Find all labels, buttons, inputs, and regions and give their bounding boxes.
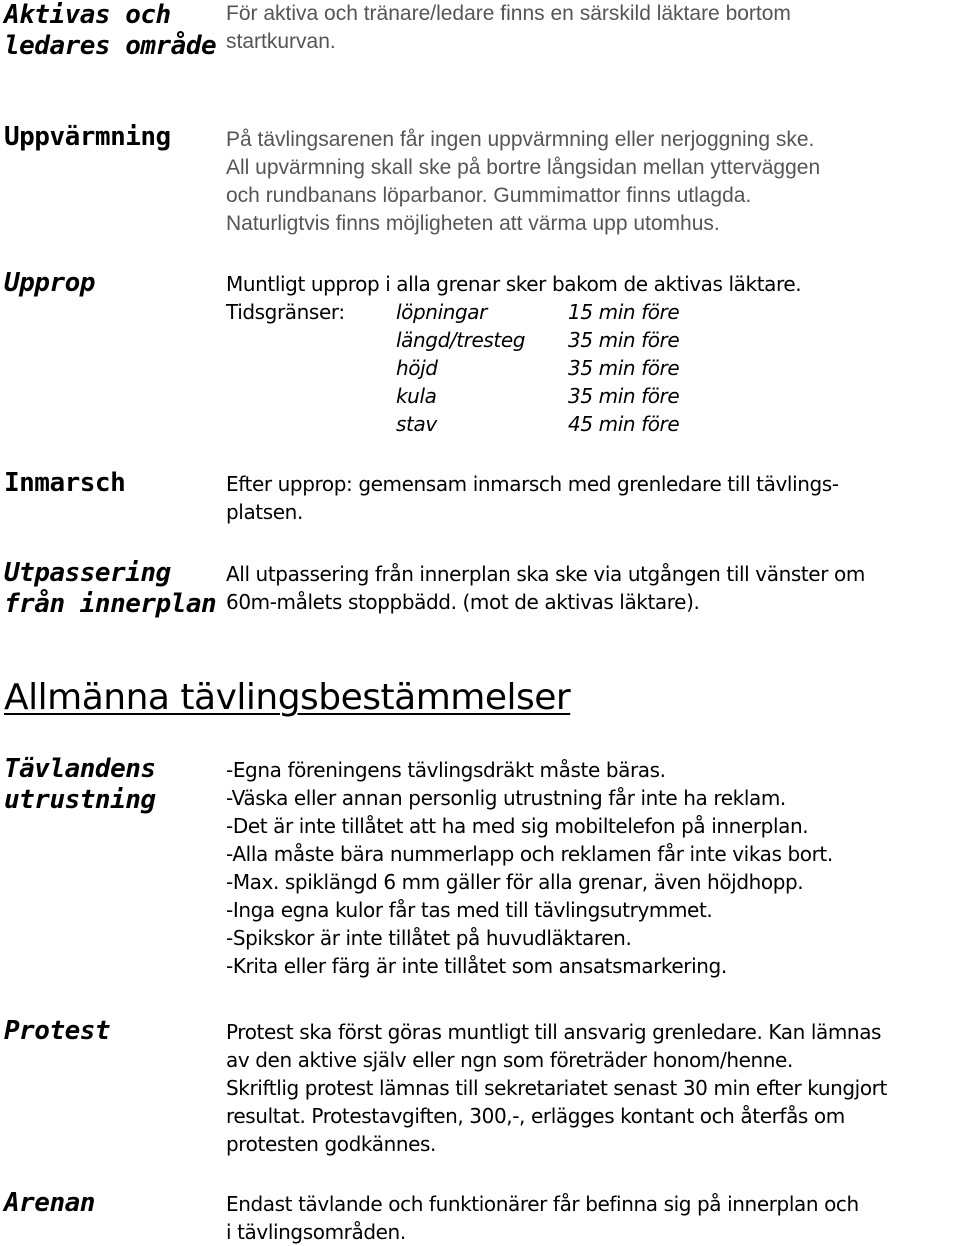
section-label: Tävlandens utrustning (4, 754, 156, 815)
section-label: Uppvärmning (4, 122, 171, 152)
section-label: Protest (4, 1016, 111, 1046)
text-line: Endast tävlande och funktionärer får befinna sig på innerplan och (226, 1192, 859, 1216)
section-text (226, 270, 956, 438)
section-label-line: Utpassering (4, 558, 171, 588)
text-line: 60m-målets stoppbädd. (mot de aktivas läktare). (226, 590, 700, 614)
list-item: -Max. spiklängd 6 mm gäller för alla grenar, även höjdhopp. (226, 870, 804, 894)
section-text (226, 1018, 956, 1158)
list-item: -Krita eller färg är inte tillåtet som ansatsmarkering. (226, 954, 727, 978)
list-item: -Det är inte tillåtet att ha med sig mobiltelefon på innerplan. (226, 814, 809, 838)
list-item: -Väska eller annan personlig utrustning får inte ha reklam. (226, 786, 786, 810)
section-text (226, 756, 956, 980)
text-line: På tävlingsarenen får ingen uppvärmning eller nerjoggning ske. (226, 128, 815, 151)
event-name: kula (396, 384, 437, 408)
section-text (226, 470, 956, 526)
list-item: -Spikskor är inte tillåtet på huvudläktaren. (226, 926, 632, 950)
text-line: Muntligt upprop i alla grenar sker bakom de aktivas läktare. (226, 272, 802, 296)
event-time: 35 min före (568, 328, 680, 352)
list-item: -Egna föreningens tävlingsdräkt måste bäras. (226, 758, 666, 782)
event-time: 45 min före (568, 412, 680, 436)
text-line: protesten godkännes. (226, 1132, 437, 1156)
text-line: Efter upprop: gemensam inmarsch med grenledare till tävlings- (226, 472, 839, 496)
event-name: längd/tresteg (396, 328, 526, 352)
text-line: All upvärmning skall ske på bortre långsidan mellan ytterväggen (226, 156, 821, 179)
section-text (226, 126, 956, 238)
event-time: 35 min före (568, 384, 680, 408)
event-time: 35 min före (568, 356, 680, 380)
section-label (4, 558, 229, 620)
section-label: Inmarsch (4, 468, 126, 498)
section-text (226, 1190, 956, 1246)
text-line: och rundbanans löparbanor. Gummimattor finns utlagda. (226, 184, 752, 207)
text-line: För aktiva och tränare/ledare finns en särskild läktare bortom (226, 2, 791, 25)
section-label: Arenan (4, 1188, 95, 1218)
text-line: av den aktive själv eller ngn som företräder honom/henne. (226, 1048, 793, 1072)
section-text (226, 560, 956, 616)
time-limits-table (226, 298, 956, 438)
section-label: Upprop (4, 268, 95, 298)
list-item: -Inga egna kulor får tas med till tävlingsutrymmet. (226, 898, 713, 922)
text-line: i tävlingsområden. (226, 1220, 406, 1244)
section-label: Aktivas och ledares område (4, 0, 217, 61)
section-text (226, 0, 956, 56)
text-line: Skriftlig protest lämnas till sekretariatet senast 30 min efter kungjort (226, 1076, 887, 1100)
text-line: resultat. Protestavgiften, 300,-, erlägges kontant och återfås om (226, 1104, 845, 1128)
text-line: All utpassering från innerplan ska ske via utgången till vänster om (226, 562, 865, 586)
event-time: 15 min före (568, 300, 680, 324)
page-heading: Allmänna tävlingsbestämmelser (4, 677, 571, 718)
text-line: Naturligtvis finns möjligheten att värma upp utomhus. (226, 212, 720, 235)
list-item: -Alla måste bära nummerlapp och reklamen får inte vikas bort. (226, 842, 833, 866)
event-name: stav (396, 412, 437, 436)
event-name: löpningar (396, 300, 487, 324)
text-line: platsen. (226, 500, 303, 524)
section-label-line: från innerplan (4, 589, 217, 619)
text-line: startkurvan. (226, 30, 336, 53)
event-name: höjd (396, 356, 438, 380)
time-limits-label: Tidsgränser: (226, 300, 345, 324)
text-line: Protest ska först göras muntligt till ansvarig grenledare. Kan lämnas (226, 1020, 882, 1044)
